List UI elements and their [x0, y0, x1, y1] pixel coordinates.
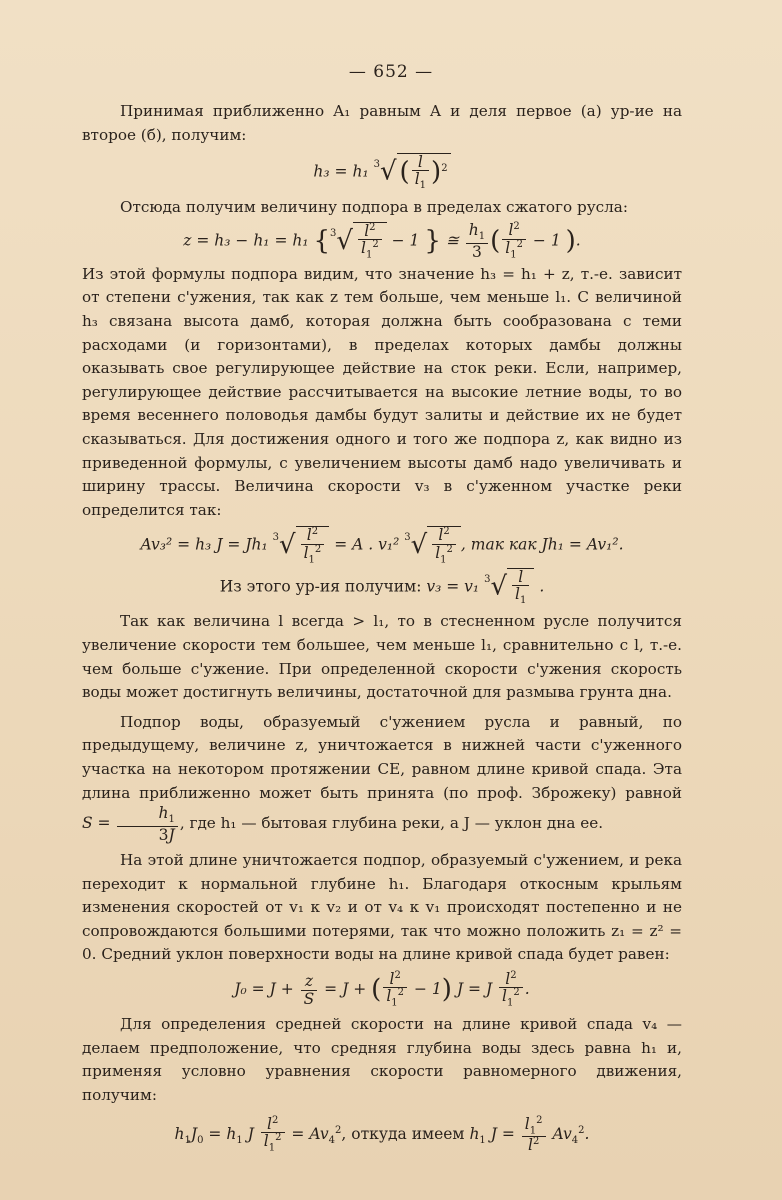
equation-v3-squared-tail: , так как Jh₁ = Av₁².: [460, 535, 624, 554]
page-number: — 652 —: [348, 62, 434, 82]
paragraph-6-end: , где h₁ — бытовая глубина реки, а J — уклон дна ее.: [179, 814, 604, 833]
paragraph-2: Отсюда получим величину подпора в пределах сжатого русла:: [120, 198, 628, 217]
paragraph-7: На этой длине уничтожается подпор, образуемый с'ужением, и река переходит к нормальной глубине h₁. Благодаря откосным крыльям изменения скоростей от v₁ к v₂ и от v₄ к v₁ происходят постепенно и не сопровождаются большими потерями, так что можно положить z₁ = z² = 0. Средний уклон поверхности воды на длине кривой спада будет равен:: [82, 850, 682, 964]
equation-h3: h₃ = h₁ $^3$√ ( $\frac{l}{l_1}$ )$^2$: [82, 153, 682, 192]
body-text: [82, 100, 682, 1154]
paragraph-3: Из этой формулы подпора видим, что значение h₃ = h₁ + z, т.-е. зависит от степени с'ужения, так как z тем больше, чем меньше l₁. С величиной h₃ связана высота дамб, которая должна быть сообразована с теми расходами (и горизонтами), в пределах которых дамбы должны оказывать свое регулирующее действие на сток реки. Если, например, регулирующее действие рассчитывается на высокие летние воды, то во время весеннего половодья дамбы будут залиты и действие их не будет сказываться. Для достижения одного и того же подпора z, как видно из приведенной формулы, с увеличением высоты дамб надо увеличивать и ширину трассы. Величина скорости v₃ в с'уженном участке реки определится так:: [82, 264, 682, 519]
paragraph-4: Из этого ур-ия получим:: [219, 576, 422, 595]
equation-v3-squared: Av₃² = h₃ J = Jh₁ $^3$√ $\frac{l^2}{l_1^2}$ = A . v₁² $^3$√ $\frac{l^2}{l_1^2}$ , так как Jh₁ = Av₁².: [140, 526, 624, 566]
paragraph-1: Принимая приближенно A₁ равным A и деля первое (а) ур-ие на второе (б), получим:: [82, 102, 682, 144]
equation-v3-squared-mid: = A . v₁²: [334, 535, 400, 554]
equation-h3-lhs: h₃ = h₁: [313, 162, 369, 181]
equation-z: z = h₃ − h₁ = h₁ {$^3$√ $\frac{l^2}{l_1^2}$ − 1 } ≅ $\frac{h_1}{3}$ ( $\frac{l^2}{l_1^2}$ − 1 ).: [183, 221, 581, 261]
equation-v3-squared-lhs: Av₃² = h₃ J = Jh₁: [140, 535, 268, 554]
equation-v3: Из этого ур-ия получим: v₃ = v₁ $^3$√ $\frac{l}{l_1}$ .: [219, 567, 545, 606]
equation-z-lhs: z = h₃ − h₁ = h₁: [183, 231, 309, 250]
paragraph-6: [82, 711, 682, 843]
equation-h1j0: $h_1J_0 = h_1$ J $\frac{l^2}{l_1^2}$ = $Av_4^2$, откуда имеем $h_1$ J = $\frac{l_1^2}{l^2}$ $Av_4^2$.: [174, 1114, 590, 1155]
equation-h1j0-text: , откуда имеем: [341, 1124, 465, 1143]
equation-v3-lhs: v₃ = v₁: [426, 576, 480, 595]
paragraph-6-start: Подпор воды, образуемый с'ужением русла и равный, по предыдущему, величине z, уничтожается в нижней части с'уженного участка на некотором протяжении CE, равном длине кривой спада. Эта длина приближенно может быть принята (по проф. Зброжеку) равной: [82, 712, 682, 802]
paragraph-5: Так как величина l всегда > l₁, то в стесненном русле получится увеличение скорости тем большее, чем меньше l₁, сравнительно с l, т.-е. чем больше с'ужение. При определенной скорости с'ужения скорость воды может достигнуть величины, достаточной для размыва грунта дна.: [82, 612, 682, 702]
equation-s-lhs: S =: [82, 814, 111, 833]
equation-s: S = $\frac{h_1}{3J}$: [82, 814, 180, 832]
equation-j0-lhs: J₀ = J +: [234, 980, 294, 999]
paragraph-8: Для определения средней скорости на длине кривой спада v₄ — делаем предположение, что средняя глубина воды здесь равна h₁ и, применяя условно уравнения скорости равномерного движения, получим:: [82, 1015, 682, 1104]
equation-j0: J₀ = J + $\frac{z}{S}$ = J + ( $\frac{l^2}{l_1^2}$ − 1) J = J $\frac{l^2}{l_1^2}$ .: [234, 969, 530, 1009]
